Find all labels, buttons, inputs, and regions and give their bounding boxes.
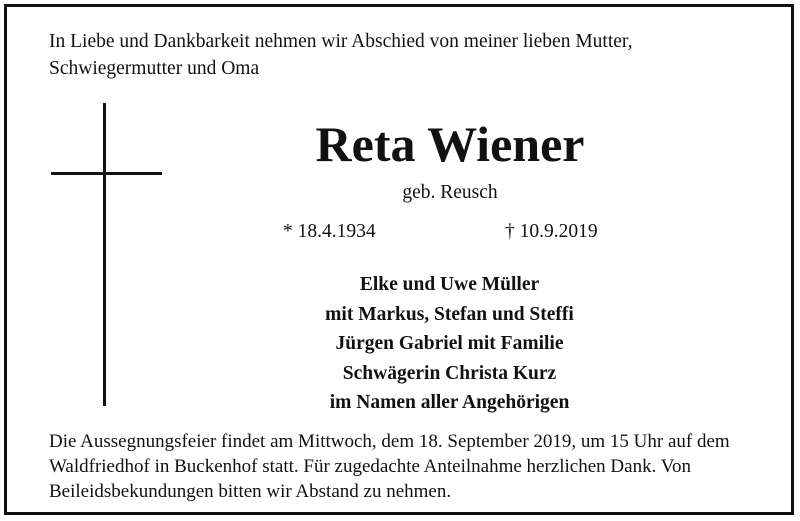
family-line: Jürgen Gabriel mit Familie	[335, 333, 564, 354]
family-line: im Namen aller Angehörigen	[329, 392, 570, 413]
cross-horizontal-bar	[51, 172, 162, 175]
family-line: Elke und Uwe Müller	[359, 274, 540, 295]
ceremony-text: Die Aussegnungsfeier findet am Mittwoch, dem 18. September 2019, um 15 Uhr auf dem Waldfriedhof in Buckenhof statt. Für zugedachte Anteilnahme herzlichen Dank. Von Beileidsbekundungen bitten wir Abstand zu nehmen.	[49, 431, 730, 502]
family-list	[247, 270, 652, 418]
family-line: Schwägerin Christa Kurz	[342, 362, 557, 384]
birth-date: * 18.4.1934	[283, 221, 376, 242]
death-date: † 10.9.2019	[505, 221, 598, 242]
maiden-name: geb. Reusch	[402, 182, 498, 203]
deceased-name: Reta Wiener	[315, 116, 585, 172]
family-line: mit Markus, Stefan und Steffi	[325, 303, 574, 325]
cross-vertical-bar	[103, 103, 106, 406]
intro-text: In Liebe und Dankbarkeit nehmen wir Abschied von meiner lieben Mutter, Schwiegermutter und Oma	[49, 31, 633, 79]
